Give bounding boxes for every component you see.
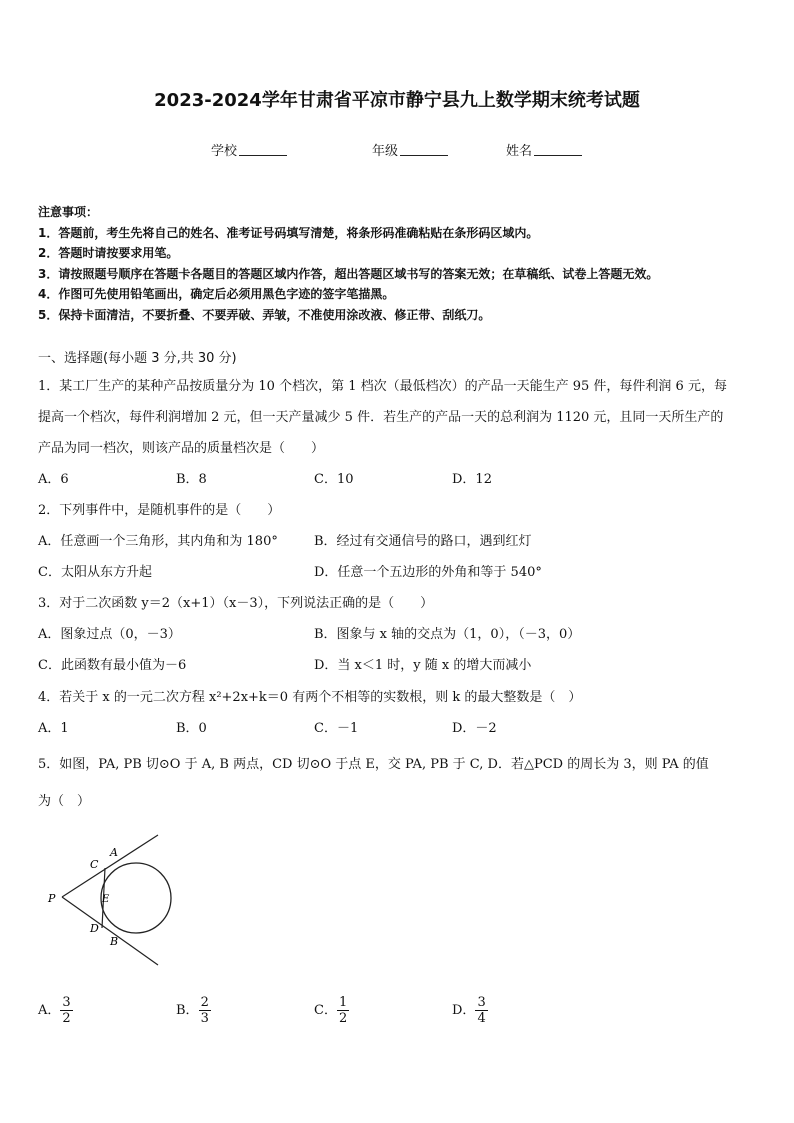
fraction-denominator: 2	[338, 1011, 348, 1026]
q4-option-b[interactable]: B．0	[176, 721, 207, 736]
fraction-denominator: 3	[200, 1011, 209, 1026]
point-label-p: P	[48, 892, 56, 905]
fraction-numerator: 3	[477, 995, 486, 1010]
q5-option-b[interactable]	[176, 995, 211, 1026]
school-blank[interactable]	[239, 143, 287, 156]
grade-field[interactable]	[372, 140, 448, 159]
q3-option-d[interactable]: D．当 x＜1 时，y 随 x 的增大而减小	[314, 658, 532, 673]
name-blank[interactable]	[534, 143, 582, 156]
q5-option-a[interactable]	[38, 995, 73, 1026]
point-label-d: D	[90, 922, 99, 935]
notice-heading: 注意事项：	[38, 205, 99, 219]
fraction-numerator: 3	[62, 995, 71, 1010]
q2-option-b[interactable]: B．经过有交通信号的路口，遇到红灯	[314, 534, 532, 549]
notice-block	[38, 202, 658, 325]
school-field[interactable]	[211, 140, 287, 159]
q2-option-c[interactable]: C．太阳从东方升起	[38, 565, 152, 580]
q1-option-d[interactable]: D．12	[452, 472, 492, 487]
tangent-line-pa	[62, 835, 158, 897]
q2-stem: 2．下列事件中，是随机事件的是（ ）	[38, 503, 281, 518]
q5-option-a-fraction	[60, 995, 72, 1026]
q5-option-b-fraction	[199, 995, 211, 1026]
q4-option-d[interactable]: D．－2	[452, 721, 497, 736]
fraction-denominator: 2	[62, 1011, 71, 1026]
q1-option-c[interactable]: C．10	[314, 472, 354, 487]
fraction-numerator: 1	[338, 995, 348, 1010]
q4-option-a[interactable]: A．1	[38, 721, 69, 736]
q2-option-d[interactable]: D．任意一个五边形的外角和等于 540°	[314, 565, 542, 580]
q5-option-d-letter: D．	[452, 1003, 476, 1018]
fraction-denominator: 4	[477, 1011, 486, 1026]
q5-option-c-fraction	[337, 995, 349, 1026]
q3-option-c[interactable]: C．此函数有最小值为－6	[38, 658, 187, 673]
q1-line-3: 产品为同一档次，则该产品的质量档次是（ ）	[38, 441, 325, 456]
q5-option-d-fraction	[475, 995, 487, 1026]
q1-line-2: 提高一个档次，每件利润增加 2 元，但一天产量减少 5 件．若生产的产品一天的总利润为 1120 元，且同一天所生产的	[38, 410, 724, 425]
name-label: 姓名	[506, 144, 533, 159]
q3-option-b[interactable]: B．图象与 x 轴的交点为（1，0），（－3，0）	[314, 627, 581, 642]
point-label-c: C	[90, 858, 99, 871]
notice-item: 3．请按照题号顺序在答题卡各题目的答题区域内作答，超出答题区域书写的答案无效；在草稿纸、试卷上答题无效。	[38, 266, 659, 281]
q1-line-1: 1．某工厂生产的某种产品按质量分为 10 个档次，第 1 档次（最低档次）的产品一天能生产 95 件，每件利润 6 元，每	[38, 379, 727, 394]
q5-option-a-letter: A．	[38, 1003, 61, 1018]
q1-option-a[interactable]: A．6	[38, 472, 69, 487]
q5-stem-line-2: 为（ ）	[38, 794, 91, 809]
point-label-a: A	[110, 846, 118, 859]
q5-option-c[interactable]	[314, 995, 349, 1026]
grade-blank[interactable]	[400, 143, 448, 156]
q1-option-b[interactable]: B．8	[176, 472, 207, 487]
q2-option-a[interactable]: A．任意画一个三角形，其内角和为 180°	[38, 534, 278, 549]
q5-stem-line-1: 5．如图，PA, PB 切⊙O 于 A, B 两点，CD 切⊙O 于点 E，交 PA, PB 于 C, D．若△PCD 的周长为 3，则 PA 的值	[38, 757, 709, 772]
notice-item: 4．作图可先使用铅笔画出，确定后必须用黑色字迹的签字笔描黑。	[38, 287, 395, 301]
point-label-e: E	[102, 894, 110, 905]
q4-stem: 4．若关于 x 的一元二次方程 x²+2x+k＝0 有两个不相等的实数根，则 k 的最大整数是（ ）	[38, 690, 582, 705]
section-heading: 一、选择题(每小题 3 分,共 30 分)	[38, 351, 237, 366]
notice-item: 2．答题时请按要求用笔。	[38, 246, 179, 260]
name-field[interactable]	[506, 140, 582, 159]
tangent-circle-figure	[40, 832, 180, 972]
q4-option-c[interactable]: C．－1	[314, 721, 359, 736]
q5-option-b-letter: B．	[176, 1003, 199, 1018]
point-label-b: B	[110, 935, 119, 948]
q3-stem: 3．对于二次函数 y＝2（x+1）（x－3），下列说法正确的是（ ）	[38, 596, 434, 611]
page-title: 2023-2024学年甘肃省平凉市静宁县九上数学期末统考试题	[154, 90, 640, 111]
q3-option-a[interactable]: A．图象过点（0，－3）	[38, 627, 181, 642]
school-label: 学校	[211, 144, 238, 159]
notice-item: 5．保持卡面清洁，不要折叠、不要弄破、弄皱，不准使用涂改液、修正带、刮纸刀。	[38, 307, 491, 322]
fraction-numerator: 2	[200, 995, 209, 1010]
grade-label: 年级	[372, 144, 399, 159]
circle-o	[101, 863, 171, 933]
tangent-line-pb	[62, 897, 158, 965]
q5-option-d[interactable]	[452, 995, 488, 1026]
q5-option-c-letter: C．	[314, 1003, 337, 1018]
notice-item: 1．答题前，考生先将自己的姓名、准考证号码填写清楚，将条形码准确粘贴在条形码区域内。	[38, 225, 539, 240]
